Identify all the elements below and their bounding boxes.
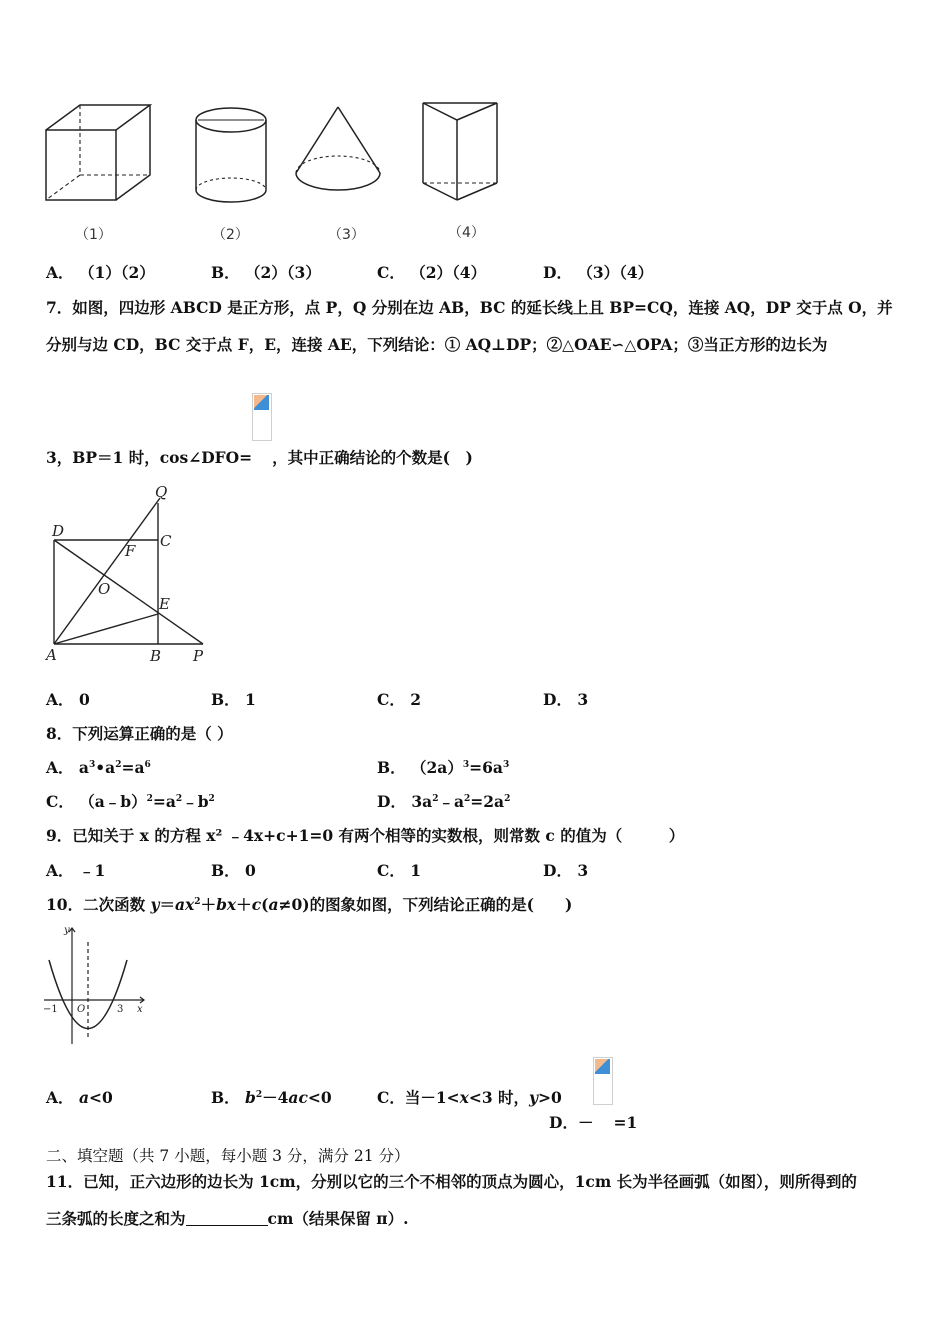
label-P: P (193, 647, 204, 665)
cylinder-figure (196, 108, 266, 202)
formula-image-icon (252, 393, 272, 441)
cone-figure (296, 107, 380, 190)
q6-solids-figure (0, 95, 520, 220)
q7-stem-line2: 分别与边 CD，BC 交于点 F，E，连接 AE，下列结论：① AQ⊥DP；②△OAE∽△OPA；③当正方形的边长为 (46, 335, 828, 354)
formula-image-icon-2 (593, 1057, 613, 1105)
figure-label-4: （4） (448, 225, 485, 241)
graph-x-label: x (137, 1004, 143, 1015)
label-C: C (160, 532, 172, 550)
q9-option-d[interactable]: D． 3 (543, 861, 589, 880)
q7-option-b[interactable]: B． 1 (211, 690, 256, 709)
q9-option-b[interactable]: B． 0 (211, 861, 256, 880)
q11-stem-line2: 三条弧的长度之和为 cm（结果保留 π）. (46, 1209, 409, 1228)
section-title: 二、填空题（共 7 小题，每小题 3 分，满分 21 分） (46, 1147, 410, 1165)
q8-option-a[interactable]: A． $a^3•a^2=a^6$ (46, 758, 151, 777)
q8-option-d[interactable]: D． $3a^2﹣a^2=2a^2$ (377, 792, 511, 811)
q9-option-c[interactable]: C． 1 (377, 861, 422, 880)
q10-option-d[interactable]: D．－ =1 (549, 1057, 637, 1105)
q6-option-d[interactable]: D． （3）（4） (543, 263, 654, 282)
figure-label-2: （2） (212, 227, 249, 243)
graph-origin-label: O (77, 1004, 86, 1015)
q9-stem: 9．已知关于 x 的方程 x² ﹣4x+c+1=0 有两个相等的实数根，则常数 c 的值为（ ） (46, 826, 685, 845)
q10-parabola-graph (40, 922, 155, 1047)
q7-stem-line1: 7．如图，四边形 ABCD 是正方形，点 P，Q 分别在边 AB，BC 的延长线上且 BP=CQ，连接 AQ，DP 交于点 O，并 (46, 298, 893, 317)
q6-option-a[interactable]: A． （1）（2） (46, 263, 155, 282)
q7-square-figure (40, 478, 220, 668)
cube-figure (46, 105, 150, 200)
label-O: O (98, 580, 111, 598)
q6-option-b[interactable]: B． （2）（3） (211, 263, 321, 282)
q7-option-c[interactable]: C． 2 (377, 690, 422, 709)
label-F: F (125, 542, 136, 560)
label-B: B (150, 647, 162, 665)
q11-stem-line1: 11．已知，正六边形的边长为 1cm，分别以它的三个不相邻的顶点为圆心，1cm 长为半径画弧（如图），则所得到的 (46, 1172, 857, 1191)
q7-option-a[interactable]: A． 0 (46, 690, 90, 709)
q10-option-c[interactable]: C．当－1<x<3 时，y>0 (377, 1088, 562, 1107)
graph-y-label: y (64, 925, 70, 936)
q7-stem-line3: 3，BP＝1 时，cos∠DFO= ，其中正确结论的个数是( ) (46, 393, 473, 441)
graph-left-root-label: −1 (43, 1004, 58, 1015)
q6-option-c[interactable]: C． （2）（4） (377, 263, 487, 282)
label-D: D (52, 522, 65, 540)
q8-stem: 8．下列运算正确的是（ ） (46, 724, 233, 743)
q8-option-c[interactable]: C． $(a﹣b)^2=a^2﹣b^2$ (46, 792, 215, 811)
q10-option-b[interactable]: B． $b^2-4ac<0$ (211, 1088, 332, 1107)
q8-option-b[interactable]: B． $(2a)^3=6a^3$ (377, 758, 510, 777)
figure-label-3: （3） (328, 227, 365, 243)
q9-option-a[interactable]: A． ﹣1 (46, 861, 106, 880)
q10-option-a[interactable]: A． a<0 (46, 1088, 113, 1107)
q7-option-d[interactable]: D． 3 (543, 690, 589, 709)
answer-blank[interactable] (186, 1211, 268, 1226)
label-A: A (46, 646, 57, 664)
q10-stem: 10．二次函数 $y=ax^2+bx+c(a\ne 0)$的图象如图，下列结论正确的是( ) (46, 895, 573, 914)
graph-right-root-label: 3 (117, 1004, 124, 1015)
label-E: E (159, 595, 170, 613)
figure-label-1: （1） (75, 227, 112, 243)
prism-figure (423, 103, 497, 200)
label-Q: Q (155, 483, 168, 501)
